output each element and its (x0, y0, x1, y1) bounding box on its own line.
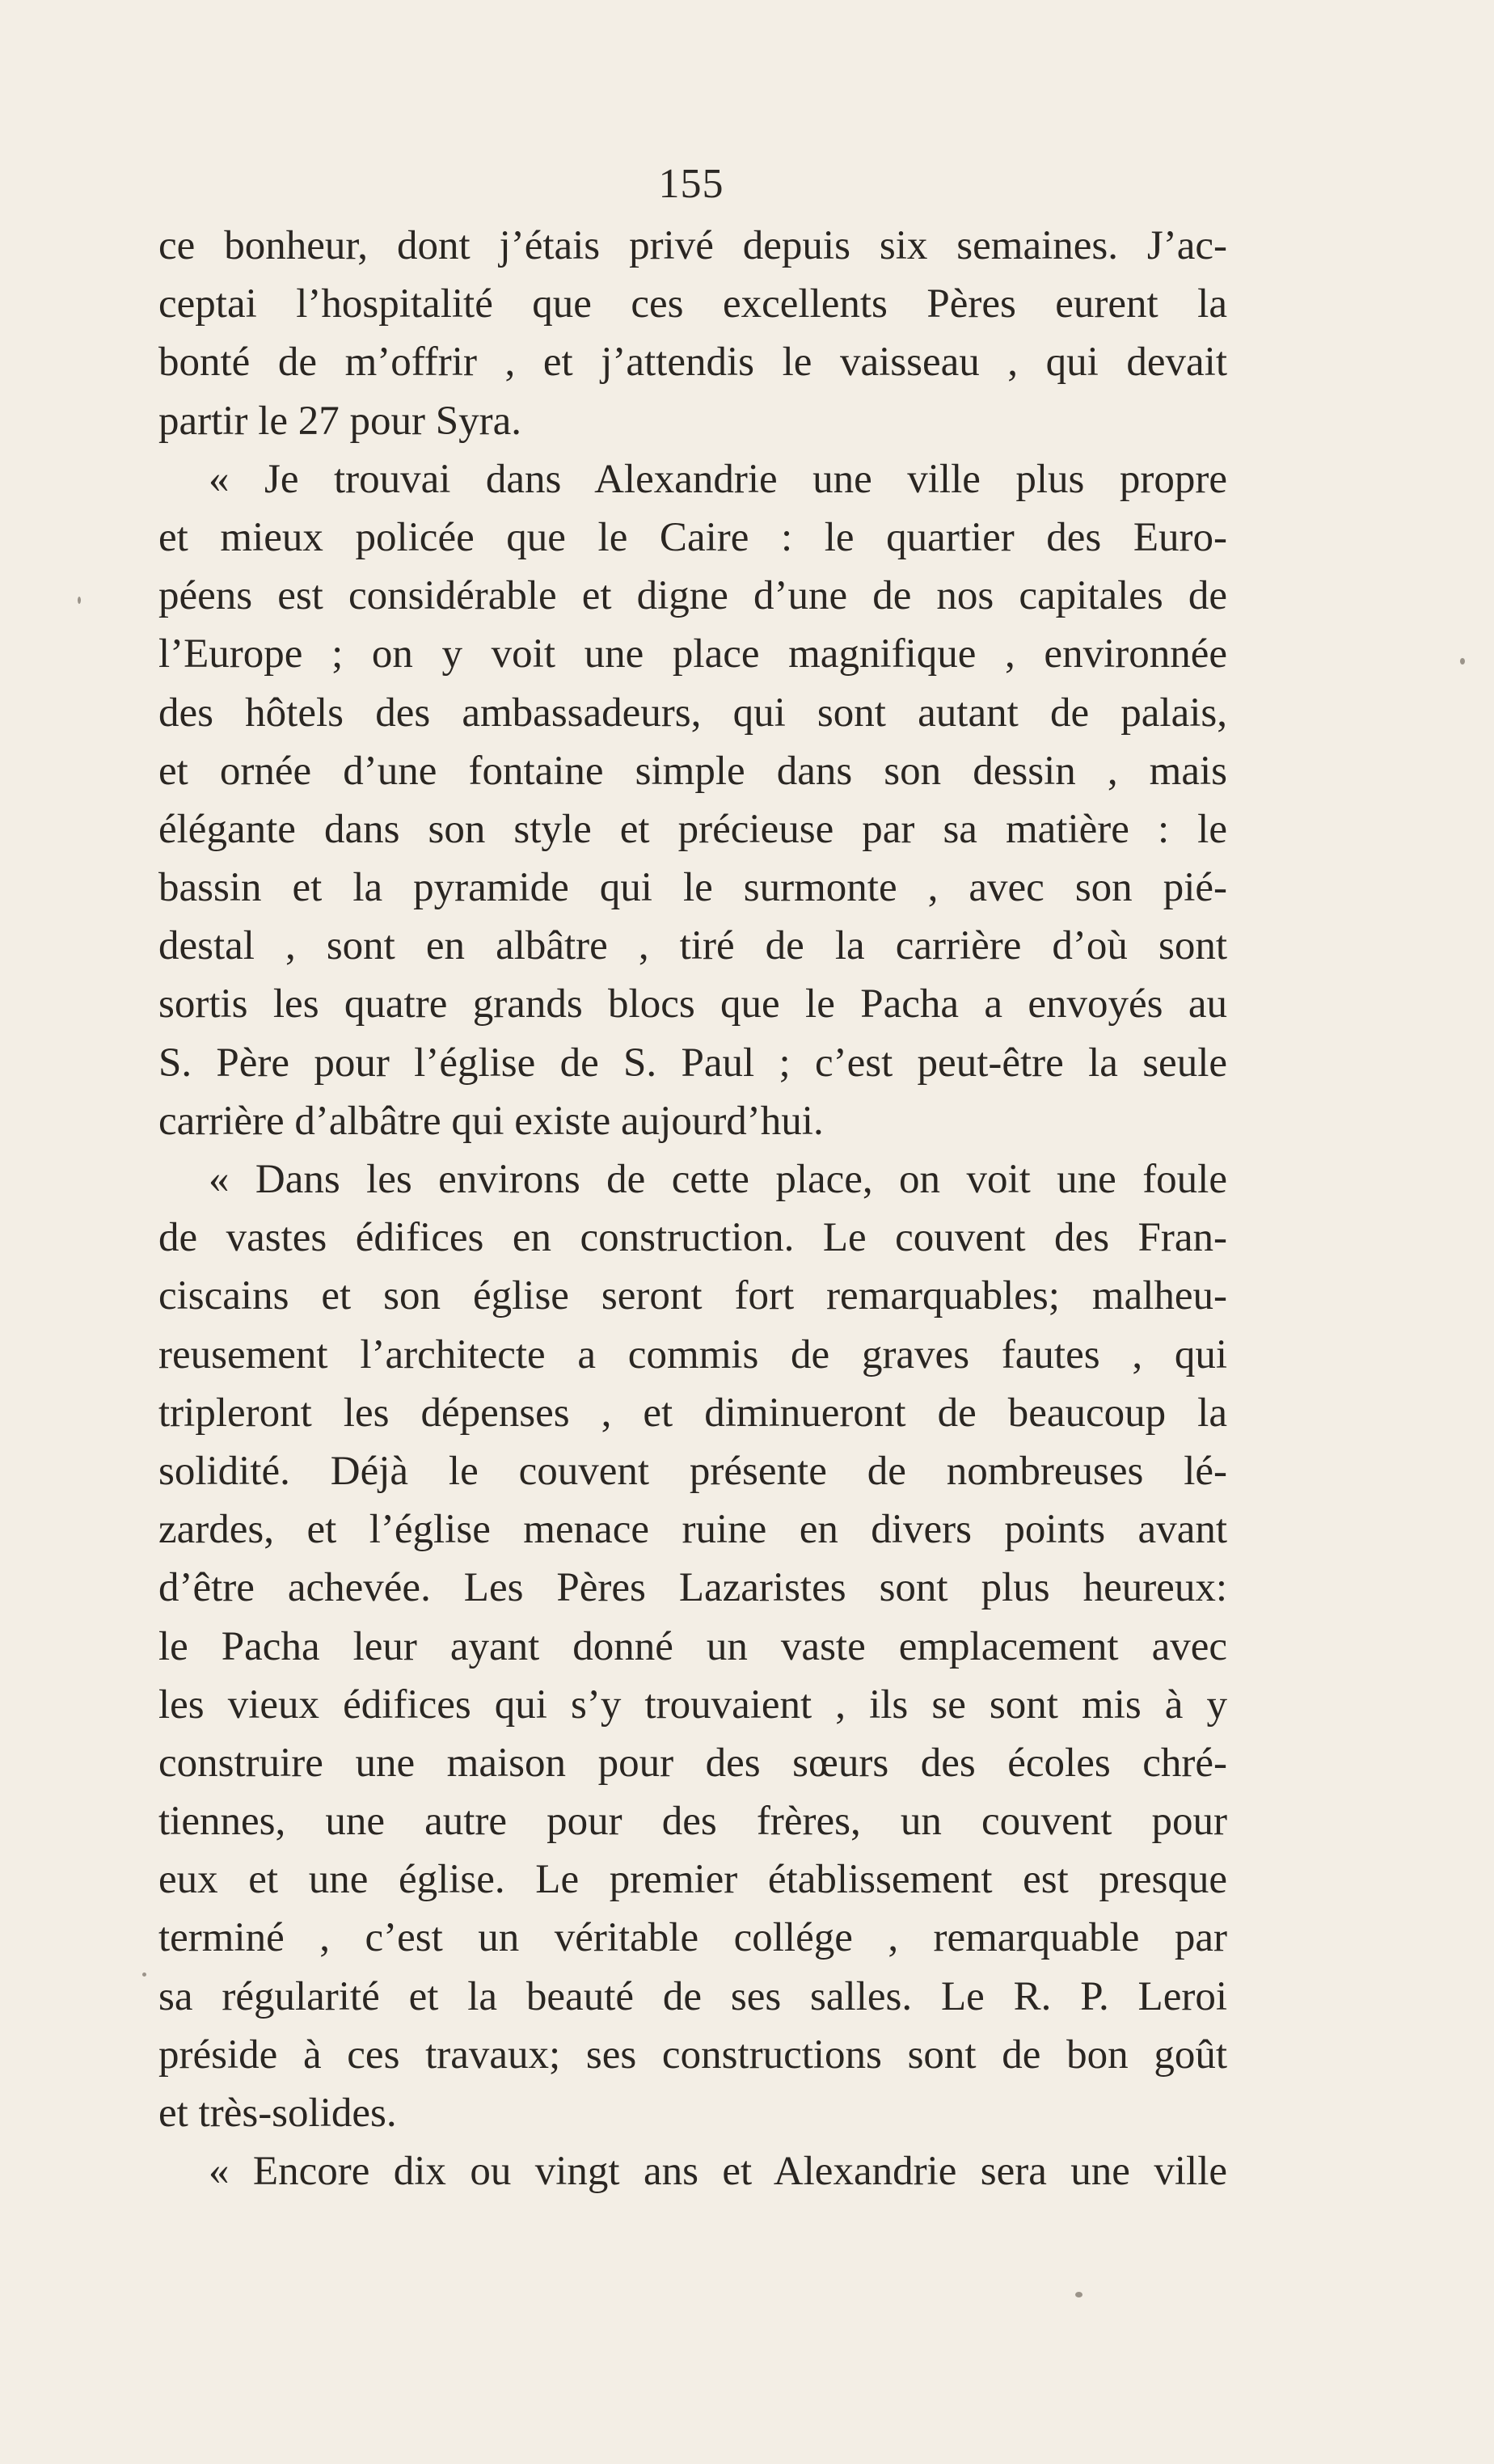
text-line: d’être achevée. Les Pères Lazaristes sont plus heureux: (158, 1565, 1227, 1611)
text-line: bonté de m’offrir , et j’attendis le vaisseau , qui devait (158, 340, 1227, 386)
text-line: sortis les quatre grands blocs que le Pacha a envoyés au (158, 981, 1227, 1027)
text-line: partir le 27 pour Syra. (158, 398, 521, 444)
text-line: tripleront les dépenses , et diminueront de beaucoup la (158, 1390, 1227, 1436)
page-number: 155 (658, 161, 724, 207)
text-line: et très-solides. (158, 2091, 397, 2136)
text-line: « Encore dix ou vingt ans et Alexandrie sera une ville (209, 2149, 1227, 2195)
text-line: et mieux policée que le Caire : le quartier des Euro- (158, 514, 1227, 560)
text-line: le Pacha leur ayant donné un vaste emplacement avec (158, 1623, 1227, 1669)
text-line: péens est considérable et digne d’une de nos capitales de (158, 573, 1227, 619)
text-line: bassin et la pyramide qui le surmonte , avec son pié- (158, 865, 1227, 911)
text-line: S. Père pour l’église de S. Paul ; c’est peut-être la seule (158, 1040, 1227, 1086)
text-line: « Je trouvai dans Alexandrie une ville plus propre (209, 456, 1227, 502)
text-line: tiennes, une autre pour des frères, un couvent pour (158, 1799, 1227, 1845)
text-line: carrière d’albâtre qui existe aujourd’hui. (158, 1098, 824, 1144)
paper-speck (142, 1972, 146, 1977)
text-line: « Dans les environs de cette place, on voit une foule (209, 1157, 1227, 1202)
text-line: élégante dans son style et précieuse par sa matière : le (158, 806, 1227, 852)
body-text (158, 217, 1227, 2200)
text-line: des hôtels des ambassadeurs, qui sont autant de palais, (158, 690, 1227, 736)
text-line: sa régularité et la beauté de ses salles. Le R. P. Leroi (158, 1973, 1227, 2019)
text-line: préside à ces travaux; ses constructions sont de bon goût (158, 2032, 1227, 2078)
text-line: et ornée d’une fontaine simple dans son dessin , mais (158, 748, 1227, 794)
text-line: zardes, et l’église menace ruine en divers points avant (158, 1507, 1227, 1553)
text-line: destal , sont en albâtre , tiré de la carrière d’où sont (158, 923, 1227, 969)
text-line: reusement l’architecte a commis de graves fautes , qui (158, 1331, 1227, 1378)
text-line: construire une maison pour des sœurs des écoles chré- (158, 1740, 1227, 1786)
text-line: de vastes édifices en construction. Le couvent des Fran- (158, 1215, 1227, 1261)
paper-speck (78, 597, 81, 604)
text-line: eux et une église. Le premier établissement est presque (158, 1857, 1227, 1903)
text-line: ce bonheur, dont j’étais privé depuis six semaines. J’ac- (158, 223, 1227, 268)
text-line: l’Europe ; on y voit une place magnifique , environnée (158, 631, 1227, 677)
text-line: solidité. Déjà le couvent présente de nombreuses lé- (158, 1448, 1227, 1494)
paper-speck (1460, 658, 1465, 665)
paper-speck (1075, 2292, 1083, 2297)
text-line: terminé , c’est un véritable collége , remarquable par (158, 1915, 1227, 1961)
text-line: ceptai l’hospitalité que ces excellents Pères eurent la (158, 281, 1227, 327)
text-line: les vieux édifices qui s’y trouvaient , ils se sont mis à y (158, 1681, 1227, 1728)
text-line: ciscains et son église seront fort remarquables; malheu- (158, 1273, 1227, 1319)
